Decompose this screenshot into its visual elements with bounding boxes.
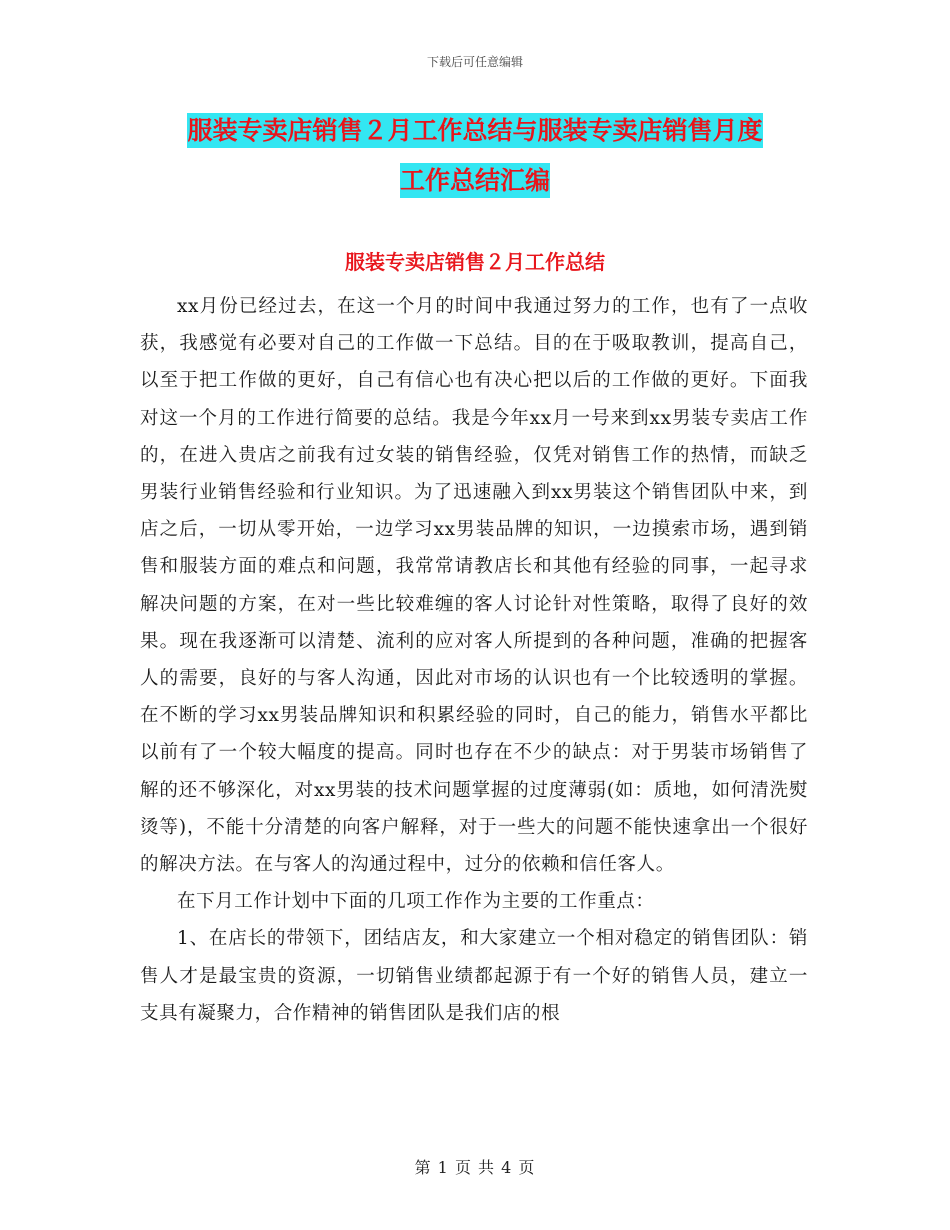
page-footer: 第 1 页 共 4 页 bbox=[414, 1158, 536, 1177]
document-title bbox=[0, 106, 950, 206]
section-title: 服装专卖店销售２月工作总结 bbox=[345, 250, 605, 274]
paragraph: xx月份已经过去，在这一个月的时间中我通过努力的工作，也有了一点收获，我感觉有必要对自己的工作做一下总结。目的在于吸取教训，提高自己，以至于把工作做的更好，自己有信心也有决心把以后的工作做的更好。下面我对这一个月的工作进行简要的总结。我是今年xx月一号来到xx男装专卖店工作的，在进入贵店之前我有过女装的销售经验，仅凭对销售工作的热情，而缺乏男装行业销售经验和行业知识。为了迅速融入到xx男装这个销售团队中来，到店之后，一切从零开始，一边学习xx男装品牌的知识，一边摸索市场，遇到销售和服装方面的难点和问题，我常常请教店长和其他有经验的同事，一起寻求解决问题的方案，在对一些比较难缠的客人讨论针对性策略，取得了良好的效果。现在我逐渐可以清楚、流利的应对客人所提到的各种问题，准确的把握客人的需要，良好的与客人沟通，因此对市场的认识也有一个比较透明的掌握。在不断的学习xx男装品牌知识和积累经验的同时，自己的能力，销售水平都比以前有了一个较大幅度的提高。同时也存在不少的缺点：对于男装市场销售了解的还不够深化，对xx男装的技术问题掌握的过度薄弱(如：质地，如何清洗熨烫等)，不能十分清楚的向客户解释，对于一些大的问题不能快速拿出一个很好的解决方法。在与客人的沟通过程中，过分的依赖和信任客人。 bbox=[140, 296, 808, 876]
title-line-2: 工作总结汇编 bbox=[400, 163, 550, 198]
paragraph: 在下月工作计划中下面的几项工作作为主要的工作重点： bbox=[177, 891, 655, 913]
title-line-1: 服装专卖店销售２月工作总结与服装专卖店销售月度 bbox=[187, 113, 762, 148]
body-text bbox=[140, 288, 808, 1032]
header-note: 下载后可任意编辑 bbox=[426, 55, 523, 69]
paragraph: 1、在店长的带领下，团结店友，和大家建立一个相对稳定的销售团队：销售人才是最宝贵的资源，一切销售业绩都起源于有一个好的销售人员，建立一支具有凝聚力，合作精神的销售团队是我们店的根 bbox=[140, 928, 808, 1024]
